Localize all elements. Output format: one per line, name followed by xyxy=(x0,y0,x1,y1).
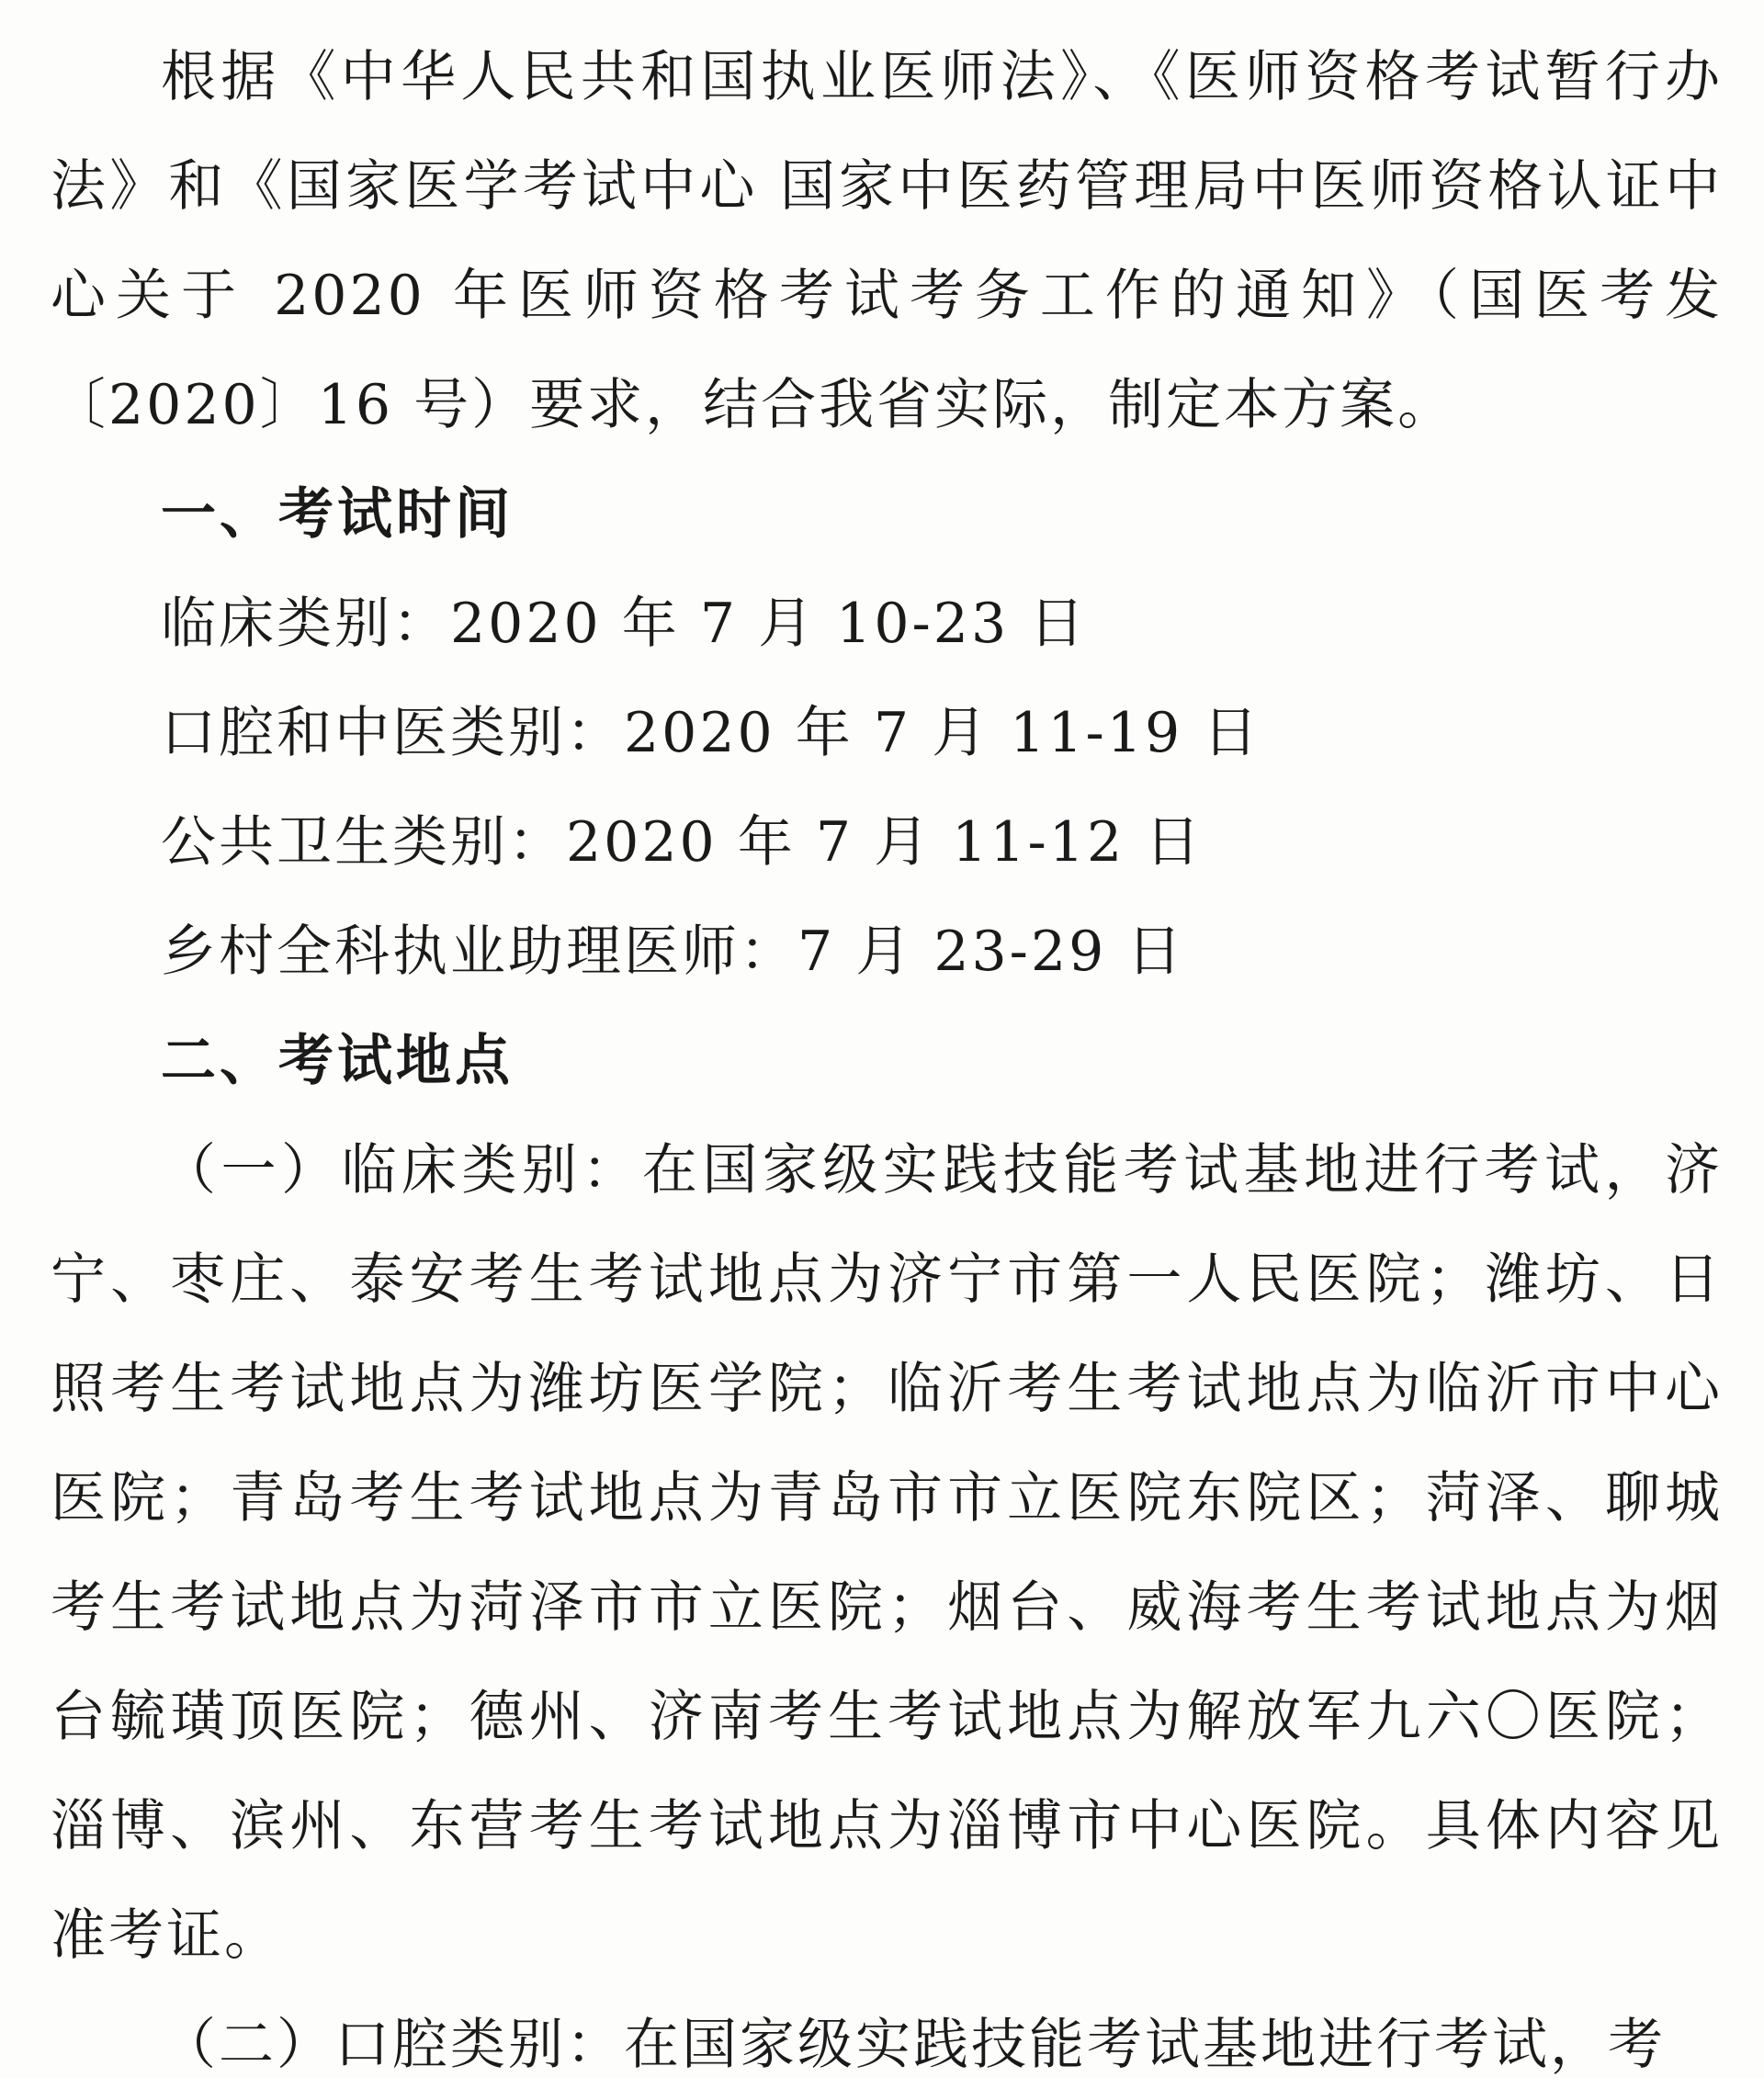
section-heading-exam-time: 一、考试时间 xyxy=(161,482,514,547)
clinical-location-paragraph: （一）临床类别：在国家级实践技能考试基地进行考试，济宁、枣庄、泰安考生考试地点为济宁市第一人民医院；潍坊、日照考生考试地点为潍坊医学院；临沂考生考试地点为临沂市中心医院；青岛考生考试地点为青岛市市立医院东院区；菏泽、聊城考生考试地点为菏泽市市立医院；烟台、威海考生考试地点为烟台毓璜顶医院；德州、济南考生考试地点为解放军九六〇医院；淄博、滨州、东营考生考试地点为淄博市中心医院。具体内容见准考证。 xyxy=(51,1138,1723,1968)
exam-time-item: 口腔和中医类别：2020 年 7 月 11-19 日 xyxy=(161,701,1261,765)
exam-time-item: 临床类别：2020 年 7 月 10-23 日 xyxy=(161,592,1088,656)
dental-location-paragraph: （二）口腔类别：在国家级实践技能考试基地进行考试，考 xyxy=(161,2013,1666,2077)
intro-paragraph: 根据《中华人民共和国执业医师法》、《医师资格考试暂行办法》和《国家医学考试中心 国家中医药管理局中医师资格认证中心关于 2020 年医师资格考试考务工作的通知》（国医考发〔2020〕16 号）要求，结合我省实际，制定本方案。 xyxy=(51,45,1723,437)
exam-time-item: 乡村全科执业助理医师：7 月 23-29 日 xyxy=(161,920,1185,984)
exam-time-item: 公共卫生类别：2020 年 7 月 11-12 日 xyxy=(161,810,1204,875)
document-body xyxy=(51,23,1723,2100)
section-heading-exam-location: 二、考试地点 xyxy=(161,1029,514,1093)
